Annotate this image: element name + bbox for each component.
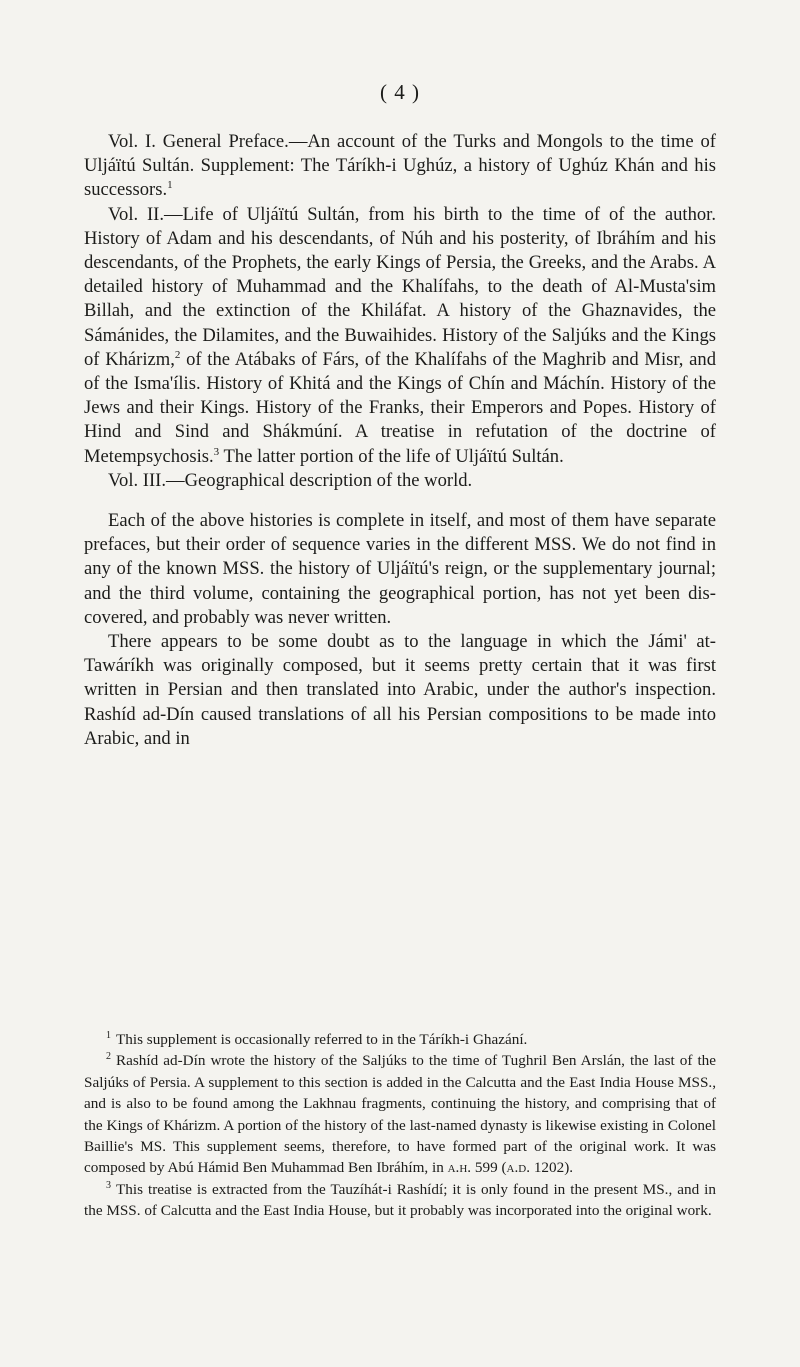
footnote-mark: 3 <box>106 1179 111 1191</box>
footnote-2 <box>84 1050 716 1178</box>
footnote-text: Rashíd ad-Dín wrote the history of the Saljúks to the time of Tughril Ben Arslán, the last of the Saljúks of Persia. A supplement to this section is added in the Calcutta and the East India House MSS., and is also to be found among the Lakhnau fragments, continuing the history, and comprising that of the Kings of Khárizm. A portion of the history of the last-named dynasty is likewise existing in Colonel Baillie's MS. This supplement seems, therefore, to have formed part of the original work. It was composed by Abú Hámid Ben Muhammad Ben Ibráhím, in <box>84 1052 716 1177</box>
footnote-text: 599 ( <box>471 1159 507 1177</box>
footnote-ref: 2 <box>174 348 181 361</box>
footnote-ref: 3 <box>213 445 220 458</box>
body-text <box>84 130 716 751</box>
paragraph-text: of the Atábaks of Fárs, of the Khalífahs of the Maghrib and Misr, and of the Isma'ílis. History of Khitá and the Kings of Chín and Máchín. History of the Jews and their Kings. History of the Franks, their Emperors and Popes. History of Hind and Sind and Shákmúní. A treatise in refutation of the doctrine of Metempsychosis. <box>84 348 717 467</box>
footnote-1 <box>84 1029 716 1050</box>
footnote-text: 1202). <box>530 1159 574 1177</box>
footnote-mark: 2 <box>106 1051 111 1063</box>
paragraph-vol-3: Vol. III.—Geographical description of the world. <box>108 469 473 491</box>
page-number: ( 4 ) <box>380 80 420 104</box>
era-abbrev: a.d. <box>506 1159 531 1177</box>
paragraph-histories: Each of the above histories is complete in itself, and most of them have separate prefaces, but their order of sequence varies in the different MSS. We do not find in any of the known MSS. the history of Uljáïtú's reign, or the supplementary journal; and the third volume, containing the geographical portion, has not yet been discovered, and probably was never written. <box>84 510 716 628</box>
footnote-text: This supplement is occasionally referred to in the Táríkh-i Ghazání. <box>116 1031 528 1048</box>
paragraph-language: There appears to be some doubt as to the language in which the Jámi' at-Tawáríkh was originally composed, but it seems pretty certain that it was first written in Persian and then translated into Arabic, under the author's inspection. Rashíd ad-Dín caused translations of all his Persian compositions to be made into Arabic, and in <box>84 631 716 749</box>
paragraph-text: The latter portion of the life of Uljáïtú Sultán. <box>219 445 564 467</box>
paragraph-vol-1 <box>84 130 716 203</box>
paragraph-vol-2 <box>84 203 716 469</box>
era-abbrev: a.h. <box>447 1159 472 1177</box>
footnote-ref: 1 <box>167 179 173 192</box>
paragraph-text: Vol. I. General Preface.—An account of the Turks and Mongols to the time of Uljáïtú Sultán. Supplement: The Táríkh-i Ughúz, a history of Ughúz Khán and his successors. <box>84 131 716 201</box>
footnotes <box>84 1029 716 1222</box>
paragraph-text: Vol. II.—Life of Uljáïtú Sultán, from his birth to the time of of the author. History of Adam and his descendants, of Núh and his posterity, of Ibráhím and his descendants, of the Prophets, the early Kings of Persia, the Greeks, and the Arabs. A detailed history of Muhammad and the Khalífahs, to the death of Al-Musta'sim Billah, and the extinction of the Khiláfat. A history of the Ghaznavides, the Sámánides, the Dilamites, and the Buwaihides. History of the Saljúks and the Kings of Khárizm, <box>84 203 716 370</box>
footnote-mark: 1 <box>106 1029 111 1041</box>
footnote-3 <box>84 1179 716 1222</box>
footnote-text: This treatise is extracted from the Tauzíhát-i Rashídí; it is only found in the present MS., and in the MSS. of Calcutta and the East India House, but it probably was incorporated into the original work. <box>84 1180 716 1220</box>
